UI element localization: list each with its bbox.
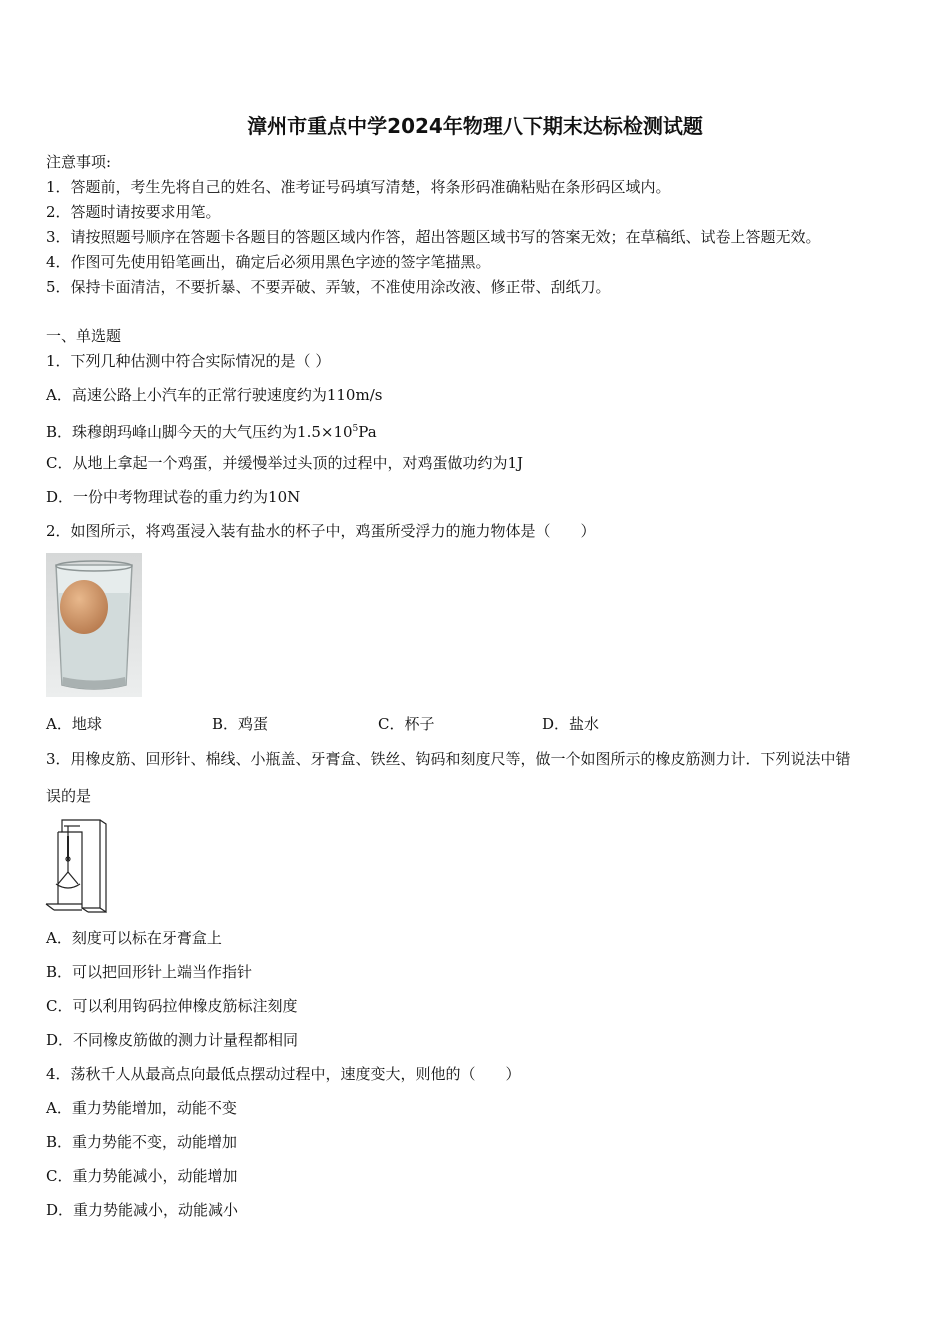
question-1-option-b [46,419,377,442]
question-2-option-b: B．鸡蛋 [212,715,269,733]
notice-item-3: 3．请按照题号顺序在答题卡各题目的答题区域内作答，超出答题区域书写的答案无效；在草稿纸、试卷上答题无效。 [46,228,821,246]
question-3-option-a: A．刻度可以标在牙膏盒上 [46,929,222,947]
question-4-stem: 4．荡秋千人从最高点向最低点摆动过程中，速度变大，则他的（ ） [46,1065,521,1083]
question-2-stem: 2．如图所示，将鸡蛋浸入装有盐水的杯子中，鸡蛋所受浮力的施力物体是（ ） [46,522,596,540]
page-title: 漳州市重点中学2024年物理八下期末达标检测试题 [247,114,703,138]
egg-in-saltwater-image [46,553,142,697]
question-1-stem: 1．下列几种估测中符合实际情况的是（ ） [46,352,331,370]
rubber-band-force-meter-diagram [44,816,118,914]
section-heading: 一、单选题 [46,327,122,345]
option-b-unit: Pa [358,423,377,441]
question-2-option-c: C．杯子 [378,715,435,733]
question-1-option-d: D．一份中考物理试卷的重力约为10N [46,488,301,506]
notice-item-1: 1．答题前，考生先将自己的姓名、准考证号码填写清楚，将条形码准确粘贴在条形码区域内。 [46,178,671,196]
question-2-option-d: D．盐水 [542,715,600,733]
question-4-option-d: D．重力势能减小，动能减小 [46,1201,239,1219]
question-4-option-a: A．重力势能增加，动能不变 [46,1099,237,1117]
question-3-option-d: D．不同橡皮筋做的测力计量程都相同 [46,1031,299,1049]
notice-item-4: 4．作图可先使用铅笔画出，确定后必须用黑色字迹的签字笔描黑。 [46,253,491,271]
question-4-option-b: B．重力势能不变，动能增加 [46,1133,238,1151]
notice-heading: 注意事项: [46,153,112,171]
question-3-stem-line1: 3．用橡皮筋、回形针、棉线、小瓶盖、牙膏盒、铁丝、钩码和刻度尺等，做一个如图所示的橡皮筋测力计．下列说法中错 [46,750,851,768]
notice-item-2: 2．答题时请按要求用笔。 [46,203,221,221]
question-2-option-a: A．地球 [46,715,102,733]
option-b-text: B．珠穆朗玛峰山脚今天的大气压约为1.5×10 [46,423,353,441]
question-1-option-c: C．从地上拿起一个鸡蛋，并缓慢举过头顶的过程中，对鸡蛋做功约为1J [46,454,524,472]
question-3-option-b: B．可以把回形针上端当作指针 [46,963,253,981]
question-3-stem-line2: 误的是 [46,787,92,805]
question-4-option-c: C．重力势能减小，动能增加 [46,1167,238,1185]
question-1-option-a: A．高速公路上小汽车的正常行驶速度约为110m/s [46,386,383,404]
exponent: 5 [352,424,359,434]
notice-item-5: 5．保持卡面清洁，不要折暴、不要弄破、弄皱，不准使用涂改液、修正带、刮纸刀。 [46,278,611,296]
question-3-option-c: C．可以利用钩码拉伸橡皮筋标注刻度 [46,997,298,1015]
